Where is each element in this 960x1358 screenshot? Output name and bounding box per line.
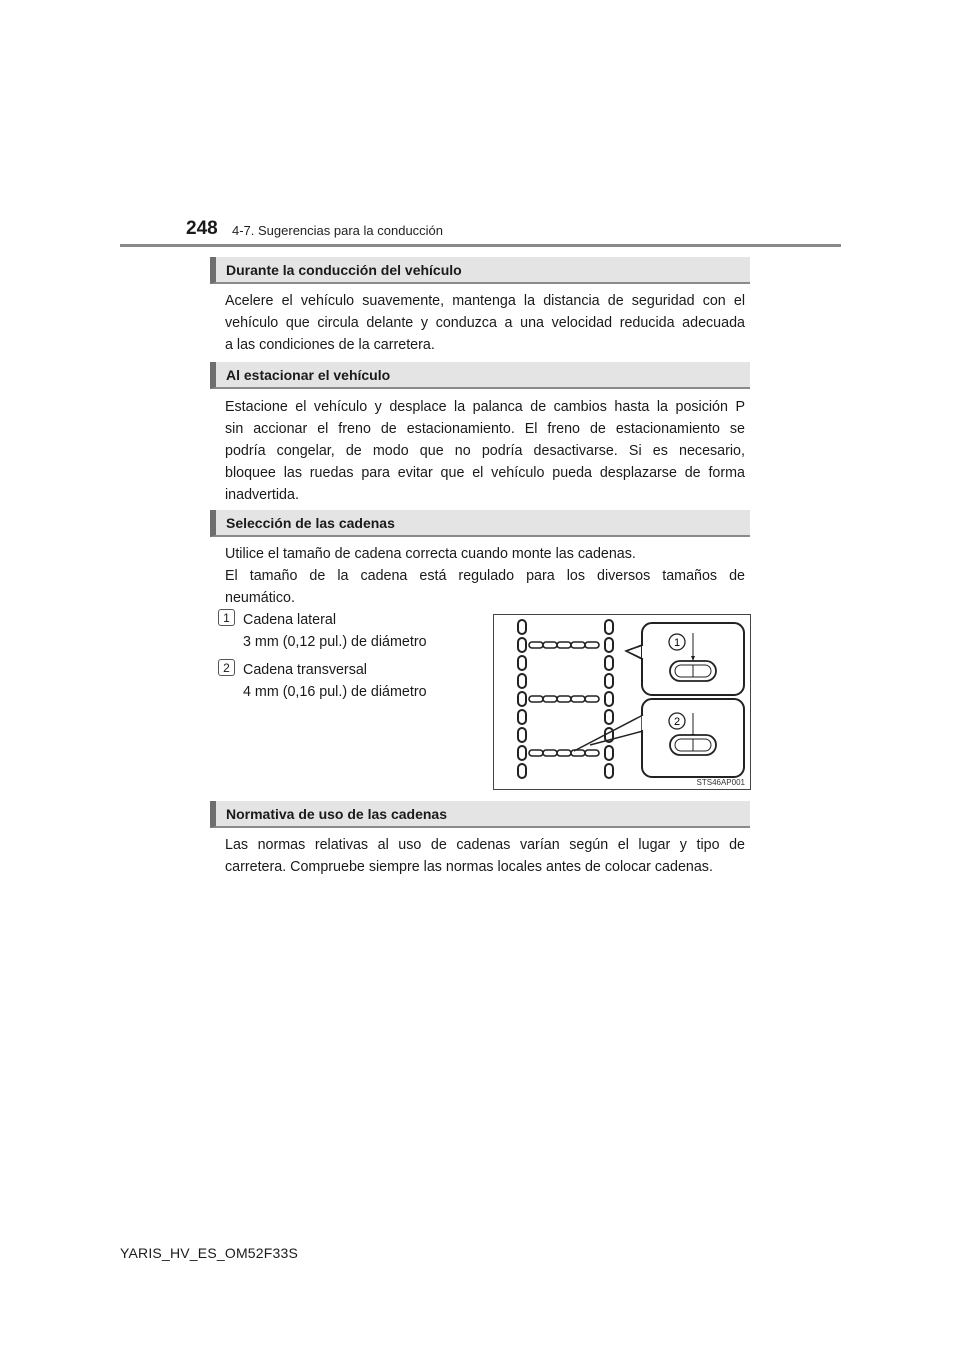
page-number: 248 <box>186 218 218 239</box>
text-line: bloquee las ruedas para evitar que el vehículo pueda desplazarse de forma <box>225 465 745 481</box>
figure-label-2: 2 <box>673 716 681 728</box>
text-line: El tamaño de la cadena está regulado para los diversos tamaños de <box>225 568 745 584</box>
text-line: podría congelar, de modo que no podría desactivarse. Si es necesario, <box>225 443 745 459</box>
text-line: inadvertida. <box>225 487 299 503</box>
text-line: carretera. Compruebe siempre las normas locales antes de colocar cadenas. <box>225 859 713 875</box>
section-title: Durante la conducción del vehículo <box>226 262 462 278</box>
figure-label-1: 1 <box>673 637 681 649</box>
header-rule <box>120 244 841 247</box>
section-title: Selección de las cadenas <box>226 515 395 531</box>
section-heading-parking <box>210 362 750 389</box>
paragraph-chain-size <box>225 565 745 609</box>
side-chain-left <box>518 620 526 778</box>
tire-chain-figure <box>493 614 751 790</box>
section-heading-chain-selection <box>210 510 750 537</box>
text-line: Utilice el tamaño de cadena correcta cuando monte las cadenas. <box>225 546 636 562</box>
tire-chain-illustration <box>494 615 752 791</box>
text-line: a las condiciones de la carretera. <box>225 337 435 353</box>
text-line: Las normas relativas al uso de cadenas varían según el lugar y tipo de <box>225 837 745 853</box>
running-header: 4-7. Sugerencias para la conducción <box>232 223 444 238</box>
figure-code: STS46AP001 <box>696 778 745 787</box>
detail-box-cross-chain <box>574 699 744 777</box>
section-title: Al estacionar el vehículo <box>226 367 391 383</box>
document-code: YARIS_HV_ES_OM52F33S <box>120 1245 299 1261</box>
callout-detail-cross-chain: 4 mm (0,16 pul.) de diámetro <box>243 684 427 700</box>
cross-chain-top <box>529 642 599 648</box>
callout-detail-side-chain: 3 mm (0,12 pul.) de diámetro <box>243 634 427 650</box>
callout-label-cross-chain: Cadena transversal <box>243 662 367 678</box>
section-heading-driving <box>210 257 750 284</box>
detail-box-side-chain <box>626 623 744 695</box>
callout-label-side-chain: Cadena lateral <box>243 612 336 628</box>
paragraph-driving <box>225 290 745 356</box>
callout-number-1: 1 <box>218 609 235 626</box>
section-heading-chain-regulations <box>210 801 750 828</box>
text-line: Estacione el vehículo y desplace la palanca de cambios hasta la posición P <box>225 399 745 415</box>
section-title: Normativa de uso de las cadenas <box>226 806 447 822</box>
text-line: Acelere el vehículo suavemente, mantenga la distancia de seguridad con el <box>225 293 745 309</box>
text-line: neumático. <box>225 590 295 606</box>
text-line: vehículo que circula delante y conduzca a una velocidad reducida adecuada <box>225 315 745 331</box>
side-chain-right <box>605 620 613 778</box>
cross-chain-bottom <box>529 750 599 756</box>
paragraph-chain-regulations <box>225 834 745 878</box>
paragraph-parking <box>225 396 745 506</box>
callout-number-2: 2 <box>218 659 235 676</box>
text-line: sin accionar el freno de estacionamiento. El freno de estacionamiento se <box>225 421 745 437</box>
cross-chain-middle <box>529 696 599 702</box>
